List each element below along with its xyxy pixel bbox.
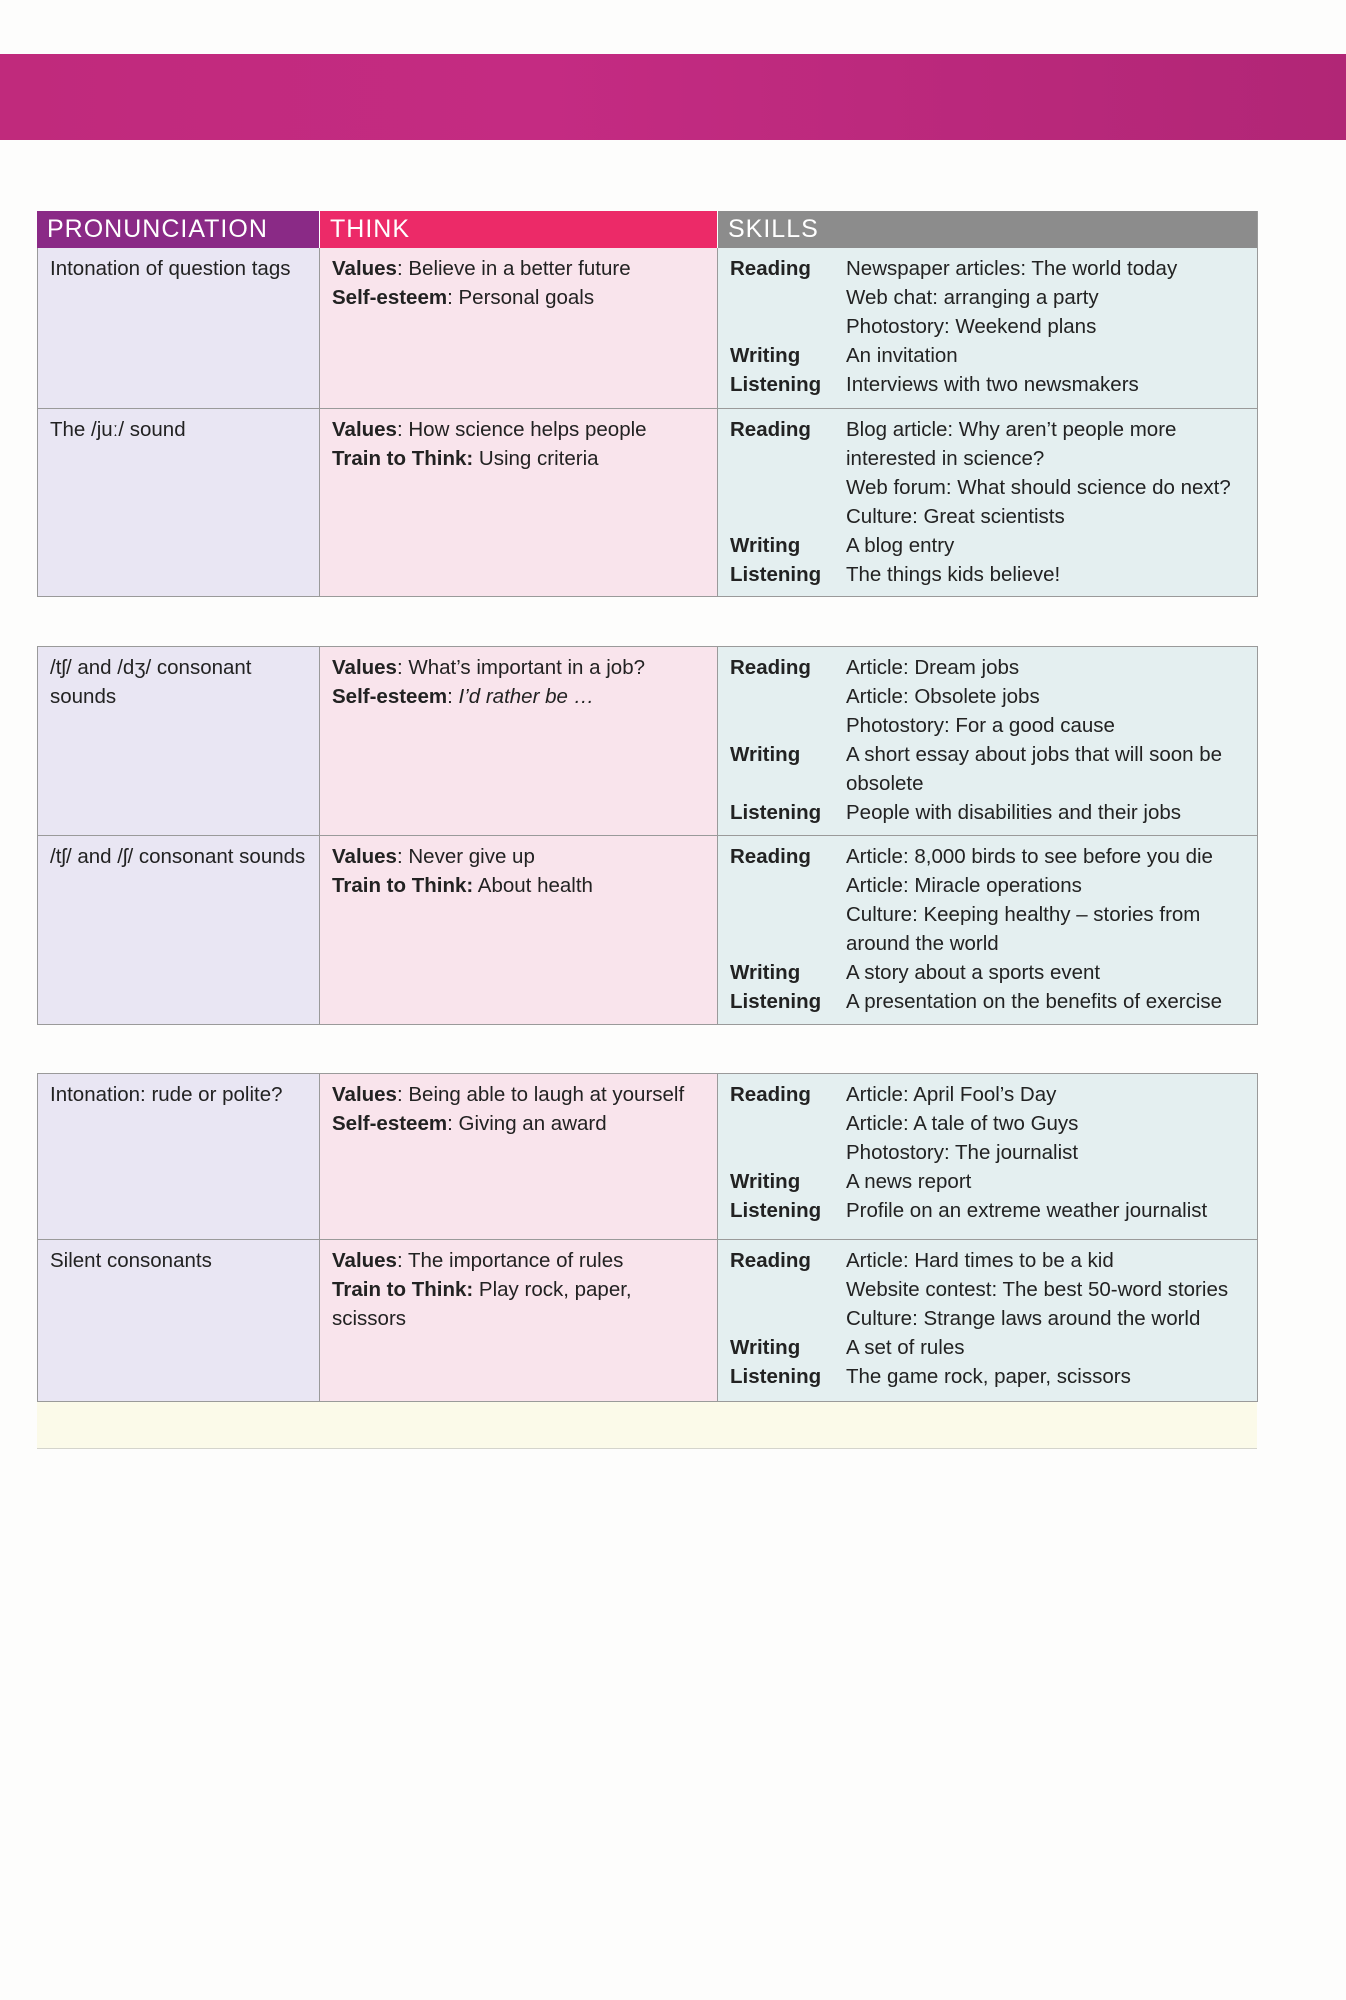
- think-line: [332, 871, 705, 900]
- skill-line-listening: [730, 1196, 1257, 1225]
- skill-line-reading: [730, 254, 1257, 283]
- think-label: Train to Think:: [332, 874, 474, 897]
- think-label: Train to Think:: [332, 1278, 474, 1301]
- skill-line-writing: [730, 958, 1257, 987]
- skill-text: Culture: Strange laws around the world: [846, 1307, 1201, 1330]
- skill-text: A blog entry: [846, 534, 955, 557]
- skill-text: The game rock, paper, scissors: [846, 1365, 1131, 1388]
- skill-line-listening: [730, 987, 1257, 1016]
- skill-text: A presentation on the benefits of exercise: [846, 990, 1223, 1013]
- skill-label: [730, 1304, 846, 1333]
- skill-label: [730, 871, 846, 900]
- skill-text: Culture: Great scientists: [846, 505, 1065, 528]
- skill-label: Writing: [730, 743, 801, 766]
- skill-label: [730, 711, 846, 740]
- skill-line-writing: [730, 769, 1257, 798]
- skills-cell: [717, 409, 1257, 597]
- skill-text: Interviews with two newsmakers: [846, 373, 1139, 396]
- skill-line-reading: [730, 1109, 1257, 1138]
- skill-label: Listening: [730, 990, 822, 1013]
- think-separator: :: [447, 1112, 459, 1135]
- skill-label: Reading: [730, 656, 811, 679]
- think-line: [332, 1109, 705, 1138]
- think-separator: :: [396, 257, 409, 280]
- skill-line-reading: [730, 871, 1257, 900]
- skill-label: Listening: [730, 563, 822, 586]
- think-separator: :: [396, 1083, 409, 1106]
- skill-line-reading: [730, 1246, 1257, 1275]
- think-line: [332, 415, 705, 444]
- skill-label: Listening: [730, 1199, 822, 1222]
- skill-line-reading: [730, 711, 1257, 740]
- skill-line-writing: [730, 341, 1257, 370]
- skill-text: Article: Hard times to be a kid: [846, 1249, 1114, 1272]
- top-color-band: [0, 54, 1346, 140]
- skill-line-reading: [730, 312, 1257, 341]
- pronunciation-cell: Intonation of question tags: [37, 248, 319, 409]
- skill-line-writing: [730, 1167, 1257, 1196]
- think-line: [332, 444, 705, 473]
- think-text: Play rock, paper, scissors: [332, 1278, 632, 1330]
- pronunciation-cell: Intonation: rude or polite?: [37, 1073, 319, 1240]
- skill-label: [730, 1109, 846, 1138]
- skill-label: Writing: [730, 534, 801, 557]
- think-label: Values: [332, 1083, 397, 1106]
- skill-label: Writing: [730, 1336, 801, 1359]
- think-text: Personal goals: [458, 286, 595, 309]
- skill-label: [730, 312, 846, 341]
- skill-text: Profile on an extreme weather journalist: [846, 1199, 1208, 1222]
- think-cell: [319, 409, 717, 597]
- think-separator: :: [396, 418, 409, 441]
- pronunciation-cell: /tʃ/ and /dʒ/ consonant sounds: [37, 646, 319, 836]
- skill-line-listening: [730, 1362, 1257, 1391]
- think-label: Values: [332, 1249, 397, 1272]
- think-text: Never give up: [408, 845, 535, 868]
- think-label: Self-esteem: [332, 286, 448, 309]
- skill-text: Culture: Keeping healthy – stories from: [846, 903, 1201, 926]
- skill-text: Article: A tale of two Guys: [846, 1112, 1079, 1135]
- think-text: Using criteria: [478, 447, 599, 470]
- think-label: Values: [332, 845, 397, 868]
- skill-text: Blog article: Why aren’t people more: [846, 418, 1177, 441]
- skills-cell: [717, 646, 1257, 836]
- think-label: Values: [332, 656, 397, 679]
- think-separator: :: [396, 1249, 408, 1272]
- skill-line-reading: [730, 1275, 1257, 1304]
- think-separator: :: [447, 286, 459, 309]
- skill-text: A set of rules: [846, 1336, 965, 1359]
- skill-line-reading: [730, 1304, 1257, 1333]
- think-text: I’d rather be …: [458, 685, 595, 708]
- think-separator: :: [396, 656, 409, 679]
- pronunciation-cell: The /juː/ sound: [37, 409, 319, 597]
- skill-line-writing: [730, 740, 1257, 769]
- skill-text: around the world: [846, 932, 999, 955]
- skill-line-reading: [730, 653, 1257, 682]
- think-line: [332, 254, 705, 283]
- skill-label: [730, 1138, 846, 1167]
- skill-line-listening: [730, 798, 1257, 827]
- skills-cell: [717, 836, 1257, 1025]
- skill-line-reading: [730, 900, 1257, 929]
- skill-text: A news report: [846, 1170, 972, 1193]
- skill-line-reading: [730, 1080, 1257, 1109]
- think-cell: [319, 836, 717, 1025]
- skills-cell: [717, 248, 1257, 409]
- skill-text: Photostory: Weekend plans: [846, 315, 1097, 338]
- skill-label: Reading: [730, 845, 811, 868]
- header-think: THINK: [319, 211, 717, 248]
- think-text: Giving an award: [458, 1112, 607, 1135]
- skill-line-reading: [730, 1138, 1257, 1167]
- skill-line-reading: [730, 444, 1257, 473]
- skill-label: Writing: [730, 344, 801, 367]
- think-line: [332, 842, 705, 871]
- syllabus-section-2b: [37, 836, 1258, 1025]
- syllabus-section-1: [37, 211, 1258, 597]
- skill-label: Listening: [730, 801, 822, 824]
- skill-label: Reading: [730, 1083, 811, 1106]
- skill-text: People with disabilities and their jobs: [846, 801, 1182, 824]
- think-line: [332, 653, 705, 682]
- think-label: Train to Think:: [332, 447, 474, 470]
- skill-text: Article: 8,000 birds to see before you die: [846, 845, 1213, 868]
- think-text: The importance of rules: [408, 1249, 624, 1272]
- think-label: Values: [332, 418, 397, 441]
- think-label: Self-esteem: [332, 685, 448, 708]
- skill-line-reading: [730, 502, 1257, 531]
- skill-text: Newspaper articles: The world today: [846, 257, 1178, 280]
- skill-label: Writing: [730, 1170, 801, 1193]
- skill-line-reading: [730, 682, 1257, 711]
- skill-line-writing: [730, 531, 1257, 560]
- syllabus-section-2: [37, 646, 1258, 836]
- think-cell: [319, 646, 717, 836]
- think-text: Believe in a better future: [408, 257, 631, 280]
- think-separator: :: [447, 685, 459, 708]
- think-line: [332, 1275, 705, 1333]
- skill-label: [730, 900, 846, 929]
- header-pronunciation: PRONUNCIATION: [37, 211, 319, 248]
- skill-line-listening: [730, 370, 1257, 399]
- skill-text: Article: Obsolete jobs: [846, 685, 1040, 708]
- skill-label: Listening: [730, 1365, 822, 1388]
- skill-label: [730, 473, 846, 502]
- bottom-faint-strip: [37, 1402, 1257, 1449]
- skill-line-reading: [730, 473, 1257, 502]
- think-line: [332, 1080, 705, 1109]
- skill-text: Web forum: What should science do next?: [846, 476, 1231, 499]
- skill-label: [730, 929, 846, 958]
- syllabus-section-3b: [37, 1240, 1258, 1402]
- think-text: How science helps people: [408, 418, 647, 441]
- skills-cell: [717, 1073, 1257, 1240]
- think-line: [332, 682, 705, 711]
- skill-text: Web chat: arranging a party: [846, 286, 1099, 309]
- skill-text: interested in science?: [846, 447, 1045, 470]
- skill-text: An invitation: [846, 344, 958, 367]
- skill-line-reading: [730, 283, 1257, 312]
- skill-line-writing: [730, 1333, 1257, 1362]
- think-cell: [319, 1240, 717, 1402]
- think-label: Self-esteem: [332, 1112, 448, 1135]
- skill-line-reading: [730, 415, 1257, 444]
- skill-text: Photostory: For a good cause: [846, 714, 1115, 737]
- skill-text: Article: Dream jobs: [846, 656, 1020, 679]
- skill-label: [730, 502, 846, 531]
- skill-label: Reading: [730, 1249, 811, 1272]
- pronunciation-cell: Silent consonants: [37, 1240, 319, 1402]
- think-cell: [319, 1073, 717, 1240]
- think-line: [332, 1246, 705, 1275]
- think-text: What’s important in a job?: [408, 656, 646, 679]
- think-text: About health: [477, 874, 593, 897]
- think-label: Values: [332, 257, 397, 280]
- skill-label: [730, 682, 846, 711]
- skills-cell: [717, 1240, 1257, 1402]
- skill-text: Website contest: The best 50-word stories: [846, 1278, 1229, 1301]
- think-text: Being able to laugh at yourself: [408, 1083, 685, 1106]
- think-cell: [319, 248, 717, 409]
- skill-label: Reading: [730, 418, 811, 441]
- skill-label: Writing: [730, 961, 801, 984]
- header-skills: SKILLS: [717, 211, 1257, 248]
- skill-text: Article: April Fool’s Day: [846, 1083, 1057, 1106]
- skill-label: [730, 444, 846, 473]
- skill-line-listening: [730, 560, 1257, 589]
- skill-line-reading: [730, 929, 1257, 958]
- skill-text: A story about a sports event: [846, 961, 1101, 984]
- pronunciation-cell: /tʃ/ and /ʃ/ consonant sounds: [37, 836, 319, 1025]
- think-line: [332, 283, 705, 312]
- skill-label: [730, 769, 846, 798]
- skill-label: Reading: [730, 257, 811, 280]
- skill-text: A short essay about jobs that will soon be: [846, 743, 1223, 766]
- skill-label: [730, 283, 846, 312]
- skill-label: [730, 1275, 846, 1304]
- skill-text: Article: Miracle operations: [846, 874, 1082, 897]
- skill-text: Photostory: The journalist: [846, 1141, 1079, 1164]
- skill-text: obsolete: [846, 772, 924, 795]
- skill-label: Listening: [730, 373, 822, 396]
- skill-line-reading: [730, 842, 1257, 871]
- syllabus-section-3: [37, 1073, 1258, 1240]
- skill-text: The things kids believe!: [846, 563, 1061, 586]
- think-separator: :: [396, 845, 409, 868]
